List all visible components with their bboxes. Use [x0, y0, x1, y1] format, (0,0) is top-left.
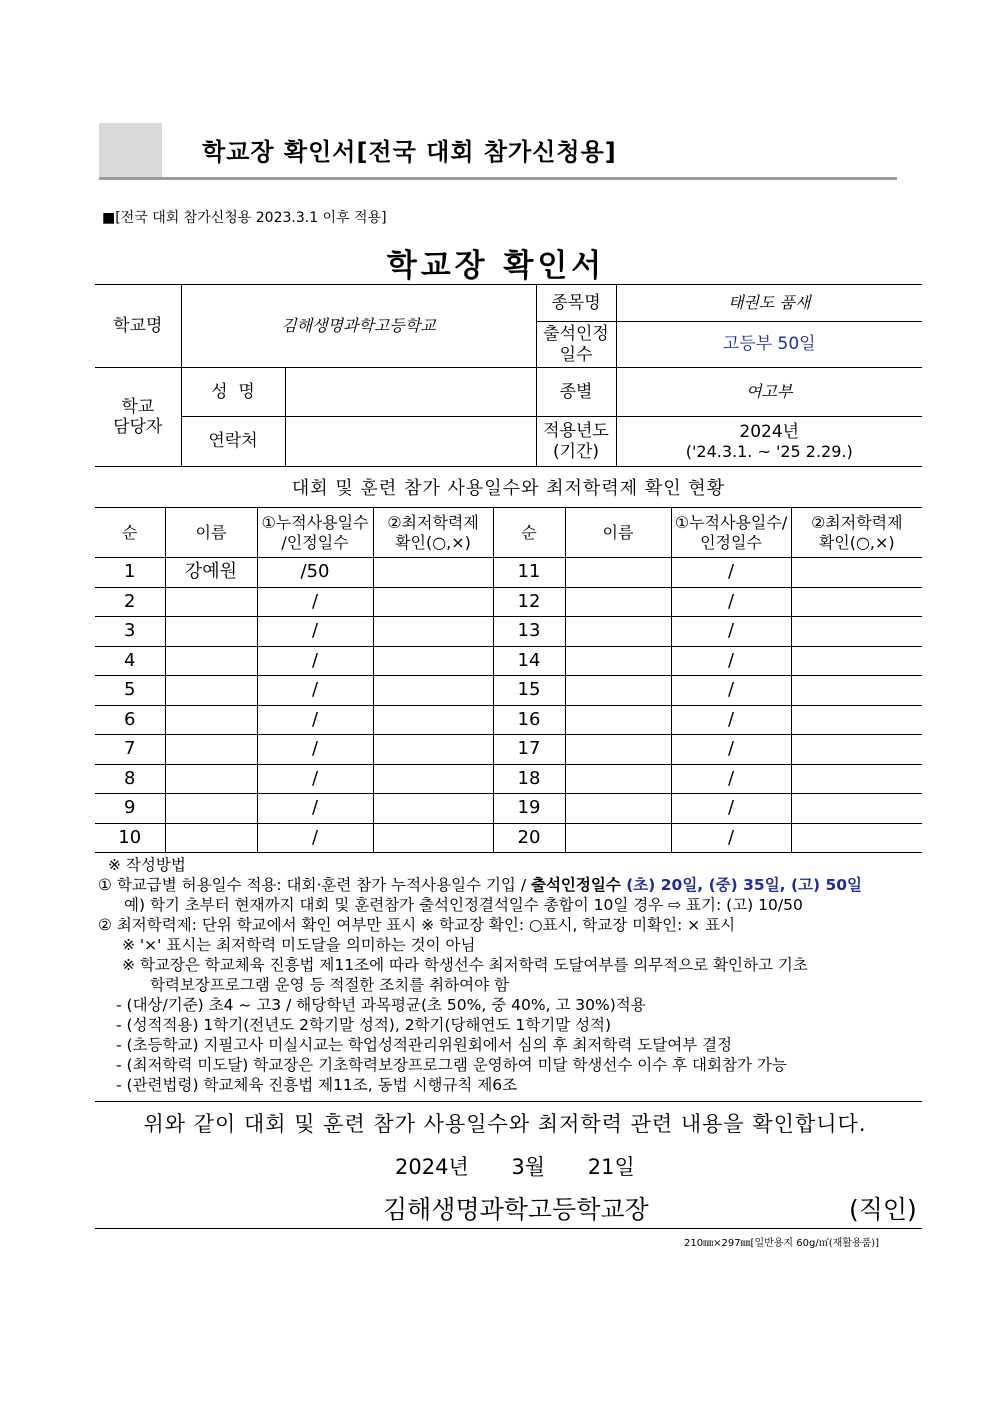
row-name [165, 617, 257, 647]
footer-divider [95, 1228, 922, 1229]
year-value: 2024년 [739, 421, 800, 442]
note-3: ※ '×' 표시는 최저학력 미도달을 의미하는 것이 아님 [122, 936, 476, 954]
row-name-right [565, 558, 671, 588]
row-number: 5 [95, 676, 165, 706]
col-check: ②최저학력제 확인(○,×) [373, 508, 493, 558]
row-number-right: 17 [493, 735, 565, 765]
row-check-right [791, 676, 922, 706]
row-name [165, 587, 257, 617]
school-label: 학교명 [95, 285, 181, 368]
school-value: 김해생명과학고등학교 [181, 285, 536, 368]
table-row [95, 735, 922, 765]
bullet-2: - (성적적용) 1학기(전년도 2학기말 성적), 2학기(당해연도 1학기말 성적) [116, 1016, 612, 1034]
roster-table [95, 507, 922, 853]
row-name [165, 676, 257, 706]
attend-label: 출석인정 일수 [536, 322, 616, 368]
row-check [373, 558, 493, 588]
section-title: 대회 및 훈련 참가 사용일수와 최저학력제 확인 현황 [291, 478, 726, 499]
notes-heading: ※ 작성방법 [108, 856, 186, 874]
bullet-5: - (관련법령) 학교체육 진흥법 제11조, 동법 시행규칙 제6조 [116, 1076, 518, 1094]
row-number-right: 15 [493, 676, 565, 706]
paper-spec: 210㎜×297㎜[일반용지 60g/㎡(재활용품)] [684, 1238, 880, 1249]
row-number: 6 [95, 705, 165, 735]
row-name-right [565, 823, 671, 853]
row-name [165, 794, 257, 824]
name-value [285, 368, 536, 417]
row-days: / [257, 617, 373, 647]
row-days-right: / [671, 676, 791, 706]
row-name-right [565, 646, 671, 676]
event-value: 태권도 품새 [616, 285, 922, 322]
stamp-label: (직인) [849, 1195, 917, 1224]
date-line [395, 1151, 635, 1181]
row-number: 9 [95, 794, 165, 824]
note-5: 학력보장프로그램 운영 등 적절한 조치를 취하여야 함 [150, 976, 509, 994]
col-check-right: ②최저학력제 확인(○,×) [791, 508, 922, 558]
row-check [373, 587, 493, 617]
row-name-right [565, 617, 671, 647]
row-number-right: 20 [493, 823, 565, 853]
table-row [95, 794, 922, 824]
row-number: 10 [95, 823, 165, 853]
attend-value: 고등부 50일 [616, 322, 922, 368]
table-row [95, 617, 922, 647]
row-check [373, 617, 493, 647]
row-name-right [565, 587, 671, 617]
col-name-right: 이름 [565, 508, 671, 558]
row-check-right [791, 764, 922, 794]
category-value: 여고부 [616, 368, 922, 417]
header-title: 학교장 확인서[전국 대회 참가신청용] [202, 138, 617, 166]
contact-value [285, 417, 536, 467]
notes-divider [95, 1101, 922, 1102]
row-days-right: / [671, 646, 791, 676]
instructions [98, 855, 928, 1095]
row-check [373, 794, 493, 824]
event-label: 종목명 [536, 285, 616, 322]
row-number-right: 18 [493, 764, 565, 794]
note-1 [98, 875, 928, 895]
confirmation-text: 위와 같이 대회 및 훈련 참가 사용일수와 최저학력 관련 내용을 확인합니다. [143, 1112, 867, 1136]
bullet-4: - (최저학력 미도달) 학교장은 기초학력보장프로그램 운영하여 미달 학생선수 이수 후 대회참가 가능 [116, 1056, 787, 1074]
row-check-right [791, 735, 922, 765]
row-days-right: / [671, 794, 791, 824]
row-check-right [791, 617, 922, 647]
row-days-right: / [671, 823, 791, 853]
row-check-right [791, 794, 922, 824]
note-1-example: 예) 학기 초부터 현재까지 대회 및 훈련참가 출석인정결석일수 총합이 10일 경우 ⇨ 표기: (고) 10/50 [124, 896, 803, 914]
note-2: ② 최저학력제: 단위 학교에서 확인 여부만 표시 ※ 학교장 확인: ○표시, 학교장 미확인: × 표시 [98, 916, 736, 934]
row-check [373, 764, 493, 794]
document-header [99, 123, 897, 180]
row-days: / [257, 705, 373, 735]
note-1-text: ① 학교급별 허용일수 적용: 대회·훈련 참가 누적사용일수 기입 / [98, 876, 531, 894]
date-month: 3월 [511, 1155, 546, 1179]
row-check [373, 646, 493, 676]
row-number: 7 [95, 735, 165, 765]
table-row [95, 676, 922, 706]
row-check [373, 705, 493, 735]
bullet-3: - (초등학교) 지필고사 미실시교는 학업성적관리위원회에서 심의 후 최저학력 도달여부 결정 [116, 1036, 733, 1054]
row-name-right [565, 676, 671, 706]
row-days: / [257, 794, 373, 824]
date-day: 21일 [587, 1155, 635, 1179]
note-1-limits: (초) 20일, (중) 35일, (고) 50일 [626, 876, 863, 894]
row-check-right [791, 587, 922, 617]
row-days-right: / [671, 764, 791, 794]
row-name-right [565, 705, 671, 735]
row-days-right: / [671, 705, 791, 735]
row-name [165, 735, 257, 765]
row-number-right: 14 [493, 646, 565, 676]
row-check-right [791, 558, 922, 588]
table-row [95, 823, 922, 853]
row-days-right: / [671, 617, 791, 647]
row-number: 3 [95, 617, 165, 647]
row-name-right [565, 735, 671, 765]
table-row [95, 646, 922, 676]
row-name-right [565, 764, 671, 794]
applicability-note: ■[전국 대회 참가신청용 2023.3.1 이후 적용] [102, 210, 387, 226]
row-number-right: 13 [493, 617, 565, 647]
row-name [165, 705, 257, 735]
header-gray-box [99, 123, 162, 177]
info-table [95, 284, 922, 467]
row-days-right: / [671, 735, 791, 765]
col-days-right: ①누적사용일수/ 인정일수 [671, 508, 791, 558]
row-check-right [791, 823, 922, 853]
row-check [373, 823, 493, 853]
row-check-right [791, 646, 922, 676]
note-1-bold: 출석인정일수 [530, 876, 627, 894]
row-name [165, 764, 257, 794]
row-days: / [257, 823, 373, 853]
row-name-right [565, 794, 671, 824]
row-number: 4 [95, 646, 165, 676]
row-name: 강예원 [165, 558, 257, 588]
row-number: 8 [95, 764, 165, 794]
row-days: / [257, 587, 373, 617]
date-year: 2024년 [395, 1155, 469, 1179]
row-days: /50 [257, 558, 373, 588]
table-row [95, 705, 922, 735]
col-no: 순 [95, 508, 165, 558]
manager-label: 학교 담당자 [95, 368, 181, 467]
row-number-right: 12 [493, 587, 565, 617]
row-days: / [257, 646, 373, 676]
row-days: / [257, 764, 373, 794]
col-name: 이름 [165, 508, 257, 558]
row-number-right: 11 [493, 558, 565, 588]
row-days: / [257, 735, 373, 765]
row-check-right [791, 705, 922, 735]
table-row [95, 587, 922, 617]
col-no-right: 순 [493, 508, 565, 558]
main-title: 학교장 확인서 [386, 248, 606, 284]
row-number: 2 [95, 587, 165, 617]
category-label: 종별 [536, 368, 616, 417]
year-label: 적용년도 (기간) [536, 417, 616, 467]
col-days: ①누적사용일수 /인정일수 [257, 508, 373, 558]
row-name [165, 646, 257, 676]
row-number: 1 [95, 558, 165, 588]
signature: 김해생명과학고등학교장 [383, 1195, 649, 1224]
row-days-right: / [671, 558, 791, 588]
row-number-right: 16 [493, 705, 565, 735]
row-check [373, 735, 493, 765]
note-4: ※ 학교장은 학교체육 진흥법 제11조에 따라 학생선수 최저학력 도달여부를 의무적으로 확인하고 기초 [122, 956, 808, 974]
year-period: ('24.3.1. ~ '25 2.29.) [685, 442, 853, 462]
row-days: / [257, 676, 373, 706]
row-check [373, 676, 493, 706]
table-row [95, 764, 922, 794]
row-days-right: / [671, 587, 791, 617]
table-row [95, 558, 922, 588]
row-name [165, 823, 257, 853]
name-label: 성 명 [181, 368, 285, 417]
bullet-1: - (대상/기준) 초4 ~ 고3 / 해당학년 과목평균(초 50%, 중 40%, 고 30%)적용 [116, 996, 646, 1014]
year-cell [616, 417, 922, 467]
contact-label: 연락처 [181, 417, 285, 467]
row-number-right: 19 [493, 794, 565, 824]
